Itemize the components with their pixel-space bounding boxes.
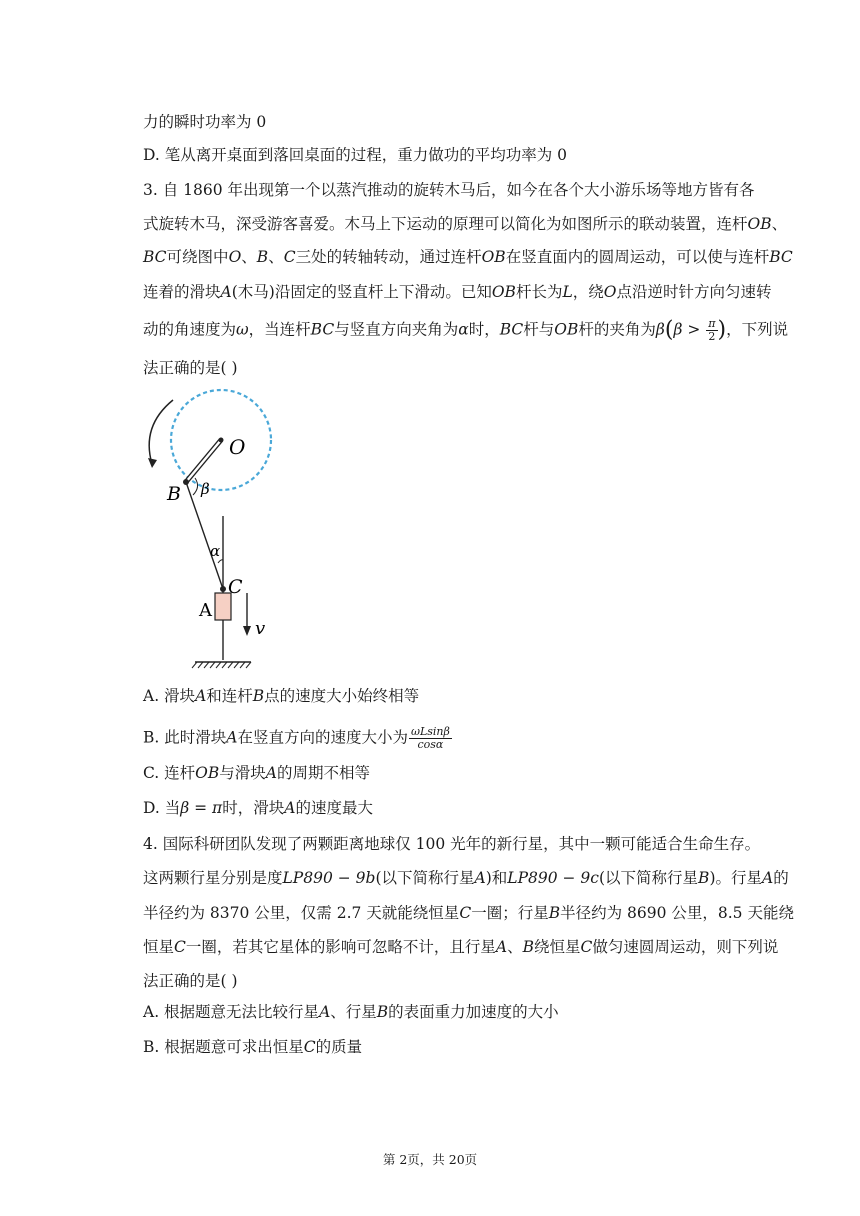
question-3-stem: 式旋转木马，深受游客喜爱。木马上下运动的原理可以简化为如图所示的联动装置，连杆OB、 [143, 215, 788, 233]
question-4-stem: 恒星C一圈，若其它星体的影响可忽略不计，且行星A、B绕恒星C做匀速圆周运动，则下列说 [143, 938, 779, 956]
velocity-arrow-head-icon [243, 626, 251, 636]
rod-bc [186, 482, 223, 589]
question-3-stem: BC可绕图中O、B、C三处的转轴转动，通过连杆OB在竖直面内的圆周运动，可以使与连杆BC [143, 248, 793, 266]
pivot-o [219, 438, 224, 443]
label-beta: β [201, 480, 210, 498]
label-o: O [229, 435, 246, 459]
option-b: B. 此时滑块A在竖直方向的速度大小为 $\frac{\omega Lsin\beta}{\cos\alpha}$ [143, 725, 450, 751]
option-d-prev: D. 笔从离开桌面到落回桌面的过程，重力做功的平均功率为 0 [143, 146, 568, 164]
option-c: C. 连杆OB与滑块A的周期不相等 [143, 764, 371, 782]
label-a: A [199, 600, 212, 621]
ground-hatch [192, 662, 251, 668]
question-4-stem: 4. 国际科研团队发现了两颗距离地球仅 100 光年的新行星，其中一颗可能适合生命生存。 [143, 835, 761, 853]
option-d: D. 当β = π时，滑块A的速度最大 [143, 799, 373, 817]
label-b: B [167, 483, 181, 505]
page-footer: 第 2页，共 20页 [382, 1152, 478, 1167]
alpha-arc [218, 560, 223, 563]
option-a: A. 根据题意无法比较行星A、行星B的表面重力加速度的大小 [143, 1003, 559, 1021]
question-4-stem: 法正确的是( ) [143, 972, 238, 990]
question-3-stem: 法正确的是( ) [143, 359, 238, 377]
option-b: B. 根据题意可求出恒星C的质量 [143, 1038, 363, 1056]
linkage-diagram [135, 388, 285, 678]
pivot-c [220, 586, 226, 592]
option-a: A. 滑块A和连杆B点的速度大小始终相等 [143, 687, 420, 705]
text-line: 力的瞬时功率为 0 [143, 113, 267, 131]
question-3-stem: 3. 自 1860 年出现第一个以蒸汽推动的旋转木马后，如今在各个大小游乐场等地方皆有各 [143, 181, 755, 199]
question-4-stem: 这两颗行星分别是度LP890 − 9b(以下简称行星A)和LP890 − 9c(以下简称行星B)。行星A的 [143, 869, 789, 887]
arrow-head-icon [148, 458, 157, 468]
label-v: v [255, 618, 266, 639]
rotation-arrow [149, 400, 173, 464]
question-3-stem: 连着的滑块A(木马)沿固定的竖直杆上下滑动。已知OB杆长为L，绕O点沿逆时针方向匀速转 [143, 283, 772, 301]
question-3-stem: 动的角速度为ω，当连杆BC与竖直方向夹角为α时，BC杆与OB杆的夹角为β(β > $\frac{\pi}{2}$ )，下列说 [143, 317, 789, 343]
question-4-stem: 半径约为 8370 公里，仅需 2.7 天就能绕恒星C一圈；行星B半径约为 8690 公里，8.5 天能绕 [143, 904, 794, 922]
label-alpha: α [210, 542, 221, 560]
beta-arc [193, 478, 198, 495]
rod-ob-inner [186, 440, 221, 482]
label-c: C [228, 576, 243, 598]
